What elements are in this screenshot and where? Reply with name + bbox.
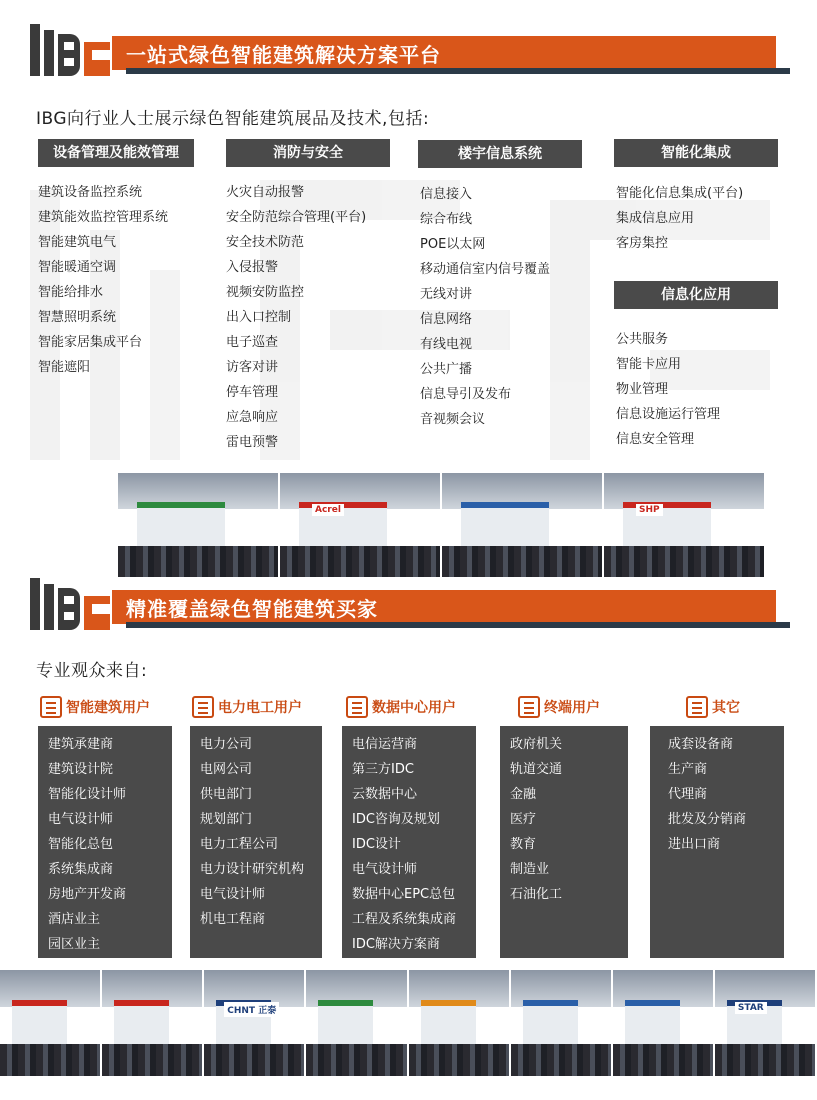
list-item: 智能化总包 <box>48 837 114 852</box>
exhibition-photo <box>102 970 204 1076</box>
list-item: 生产商 <box>668 762 708 777</box>
category-header-building-info: 楼宇信息系统 <box>418 140 582 168</box>
list-item: 电力工程公司 <box>200 837 279 852</box>
category-list-equipment <box>38 180 168 380</box>
list-item: 建筑设计院 <box>48 762 114 777</box>
audience-header-end-users: 终端用户 <box>518 696 600 724</box>
list-item: 访客对讲 <box>226 360 279 375</box>
list-item: 建筑承建商 <box>48 737 114 752</box>
list-item: 智能给排水 <box>38 285 104 300</box>
list-item: 智能家居集成平台 <box>38 335 143 350</box>
audience-header-other: 其它 <box>686 696 740 724</box>
audience-header-power: 电力电工用户 <box>192 696 302 724</box>
list-item: 进出口商 <box>668 837 721 852</box>
category-header-integration: 智能化集成 <box>614 139 778 167</box>
list-item: 公共服务 <box>616 332 669 347</box>
exhibition-photo-strip-top <box>118 473 766 577</box>
list-item: 供电部门 <box>200 787 253 802</box>
list-item: 云数据中心 <box>352 787 418 802</box>
audience-header-smart-building: 智能建筑用户 <box>40 696 150 724</box>
list-item: 火灾自动报警 <box>226 185 305 200</box>
list-item: 停车管理 <box>226 385 279 400</box>
list-item: 电信运营商 <box>352 737 418 752</box>
list-item: 雷电预警 <box>226 435 279 450</box>
list-item: 有线电视 <box>420 337 473 352</box>
exhibition-photo <box>511 970 613 1076</box>
list-item: 电力公司 <box>200 737 253 752</box>
intro-text: IBG向行业人士展示绿色智能建筑展品及技术,包括: <box>36 109 430 129</box>
list-item: POE以太网 <box>420 237 486 252</box>
list-item: 金融 <box>510 787 537 802</box>
exhibition-photo <box>409 970 511 1076</box>
category-header-fire-safety: 消防与安全 <box>226 139 390 167</box>
list-item: 工程及系统集成商 <box>352 912 457 927</box>
list-item: 公共广播 <box>420 362 473 377</box>
banner-buyers <box>30 576 790 632</box>
list-item: 制造业 <box>510 862 550 877</box>
exhibition-photo <box>118 473 280 577</box>
list-item: 智能暖通空调 <box>38 260 117 275</box>
list-item: 批发及分销商 <box>668 812 747 827</box>
list-item: 应急响应 <box>226 410 279 425</box>
list-item: 机电工程商 <box>200 912 266 927</box>
list-item: 集成信息应用 <box>616 211 695 226</box>
list-item: 轨道交通 <box>510 762 563 777</box>
exhibition-photo: CHNT 正泰 <box>204 970 306 1076</box>
list-item: 政府机关 <box>510 737 563 752</box>
list-item: 客房集控 <box>616 236 669 251</box>
exhibition-photo: STAR <box>715 970 817 1076</box>
list-item: 智慧照明系统 <box>38 310 117 325</box>
list-item: IDC设计 <box>352 837 401 852</box>
audience-header-data-center: 数据中心用户 <box>346 696 456 724</box>
list-item: 电气设计师 <box>48 812 114 827</box>
category-list-fire-safety <box>226 180 366 455</box>
exhibition-photo <box>442 473 604 577</box>
monitor-chart-icon <box>346 696 368 718</box>
list-item: 成套设备商 <box>668 737 734 752</box>
category-list-building-info <box>420 182 550 432</box>
list-item: 智能建筑电气 <box>38 235 117 250</box>
list-item: 出入口控制 <box>226 310 292 325</box>
list-item: 信息设施运行管理 <box>616 407 721 422</box>
exhibition-photo <box>0 970 102 1076</box>
document-icon <box>686 696 708 718</box>
list-item: 信息导引及发布 <box>420 387 512 402</box>
list-item: 信息安全管理 <box>616 432 695 447</box>
list-item: 系统集成商 <box>48 862 114 877</box>
list-item: 代理商 <box>668 787 708 802</box>
list-item: 无线对讲 <box>420 287 473 302</box>
audience-list-power <box>190 726 322 958</box>
list-item: 视频安防监控 <box>226 285 305 300</box>
list-item: 建筑能效监控管理系统 <box>38 210 169 225</box>
audience-list-data-center <box>342 726 476 958</box>
list-item: 综合布线 <box>420 212 473 227</box>
list-item: 音视频会议 <box>420 412 486 427</box>
user-list-icon <box>518 696 540 718</box>
audience-list-other <box>650 726 784 958</box>
list-item: 智能遮阳 <box>38 360 91 375</box>
list-item: 数据中心EPC总包 <box>352 887 456 902</box>
exhibition-photo <box>306 970 408 1076</box>
list-item: 教育 <box>510 837 537 852</box>
list-item: 石油化工 <box>510 887 563 902</box>
list-item: 医疗 <box>510 812 537 827</box>
list-item: 物业管理 <box>616 382 669 397</box>
list-item: IDC解决方案商 <box>352 937 440 952</box>
list-item: 智能化信息集成(平台) <box>616 186 744 201</box>
audience-list-end-users <box>500 726 628 958</box>
exhibition-photo <box>613 970 715 1076</box>
list-item: 智能卡应用 <box>616 357 682 372</box>
audience-title: 专业观众来自: <box>36 661 148 681</box>
list-item: 园区业主 <box>48 937 101 952</box>
exhibition-photo: SHP <box>604 473 766 577</box>
category-list-info-apps <box>616 327 720 452</box>
list-item: 移动通信室内信号覆盖 <box>420 262 551 277</box>
list-item: 电力设计研究机构 <box>200 862 305 877</box>
category-list-integration <box>616 181 743 256</box>
list-item: 电气设计师 <box>352 862 418 877</box>
audience-list-smart-building <box>38 726 172 958</box>
list-item: IDC咨询及规划 <box>352 812 440 827</box>
category-header-equipment: 设备管理及能效管理 <box>38 139 194 167</box>
list-item: 电子巡查 <box>226 335 279 350</box>
list-item: 安全防范综合管理(平台) <box>226 210 367 225</box>
exhibition-photo: Acrel <box>280 473 442 577</box>
list-item: 房地产开发商 <box>48 887 127 902</box>
list-item: 电网公司 <box>200 762 253 777</box>
category-header-info-apps: 信息化应用 <box>614 281 778 309</box>
list-item: 智能化设计师 <box>48 787 127 802</box>
list-item: 信息网络 <box>420 312 473 327</box>
list-item: 第三方IDC <box>352 762 414 777</box>
list-item: 酒店业主 <box>48 912 101 927</box>
list-item: 信息接入 <box>420 187 473 202</box>
ibg-logo <box>30 576 110 632</box>
ibg-logo <box>30 22 110 78</box>
lightning-icon <box>192 696 214 718</box>
list-item: 安全技术防范 <box>226 235 305 250</box>
exhibition-photo-strip-bottom <box>0 970 817 1076</box>
list-item: 电气设计师 <box>200 887 266 902</box>
banner-title: 精准覆盖绿色智能建筑买家 <box>126 597 378 621</box>
list-item: 规划部门 <box>200 812 253 827</box>
banner-platform <box>30 22 790 78</box>
list-item: 建筑设备监控系统 <box>38 185 143 200</box>
building-icon <box>40 696 62 718</box>
list-item: 入侵报警 <box>226 260 279 275</box>
banner-title: 一站式绿色智能建筑解决方案平台 <box>126 43 441 67</box>
